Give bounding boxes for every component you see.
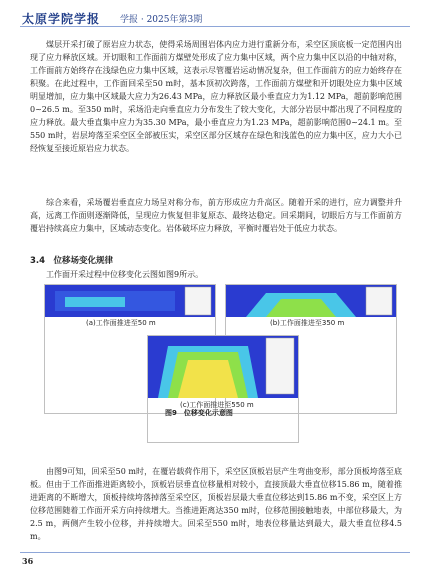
- page-header: [0, 0, 427, 36]
- journal-issue: 学报 · 2025年第3期: [120, 15, 203, 25]
- paragraph-stress-analysis: 煤层开采打破了原岩应力状态，使得采场周围岩体内应力进行重新分布，采空区顶底板一定范围内出现了应力释放区域。开切眼和工作面前方煤壁处形成了应力集中区域，两个应力集中区以沿的中轴对称，工作面前方始终存在浅绿色应力集中区域，这表示尽管覆岩运动情况复杂，但工作面前方的应力始终存在积聚。在此过程中，工作面回采至50 m时，基本顶初次跨落，工作面前方煤壁和开切眼处应力集中区域明显增加，应力集中区域最大应力为26.43 MPa，应力释放区最小垂直应力为1.12 MPa，超前影响范围0~26.5 m。至350 m时，采场沿走向垂直应力分布发生了较大变化，大部分岩层中都出现了不同程度的应力释放。最大垂直集中应力为35.30 MPa，最小垂直应力为1.23 MPa，超前影响范围0~24.1 m。至550 m时，岩层垮落至采空区全部被压实，采空区部分区域存在绿色和浅蓝色的应力集中区，应力大小已经恢复至接近原岩应力状态。: [30, 40, 402, 153]
- page-number: 36: [22, 556, 34, 566]
- paragraph-figure-intro: 工作面开采过程中位移变化云图如图9所示。: [46, 270, 204, 279]
- paragraph-stress-summary: 综合来看，采场覆岩垂直应力场呈对称分布，前方形成应力升高区。随着开采的进行，应力调整并升高，远离工作面则逐渐降低，呈现应力恢复但非复原态、最终达稳定。回采期间，切眼后方与工作面前方覆岩持续高应力集中，区域动态变化。岩体破坏应力释放，平衡时覆岩处于低应力状态。: [30, 198, 402, 233]
- footer-rule: [20, 552, 410, 553]
- figure-a-caption: (a)工作面推进至50 m: [86, 319, 156, 327]
- paragraph-displacement-analysis: 由图9可知，回采至50 m时，在覆岩载荷作用下，采空区顶板岩层产生弯曲变形，部分顶板垮落至底板。但由于工作面推进距离较小，顶板岩层垂直位移量相对较小，直接顶最大垂直位移15.86 m，随着推进距离的不断增大，顶板持续垮落掉落至采空区，顶板岩层最大垂直位移达到15.86 m不变，采空区上方位移范围随着工作面开采方向持续增大。当推进距离达350 m时，位移范围接触地表，中部位移最大，为2.5 m，两侧产生较小位移，并持续增大。回采至550 m时，地表位移量达到最大，最大垂直位移4.5 m。: [30, 467, 402, 541]
- journal-logo-text: 太原学院学报: [22, 12, 101, 26]
- figure-c-contour: [148, 336, 298, 398]
- section-heading: 3.4 位移场变化规律: [30, 256, 114, 266]
- header-rule: [20, 26, 410, 27]
- figure-c-displacement-plot: [147, 335, 299, 443]
- figure-c-caption: (c)工作面推进至550 m: [180, 401, 254, 409]
- figure-b-caption: (b)工作面推进至350 m: [270, 319, 345, 327]
- figure-a-contour: [45, 285, 215, 317]
- figure-9-caption: 图9 位移变化示意图: [165, 409, 233, 417]
- figure-b-contour: [226, 285, 396, 317]
